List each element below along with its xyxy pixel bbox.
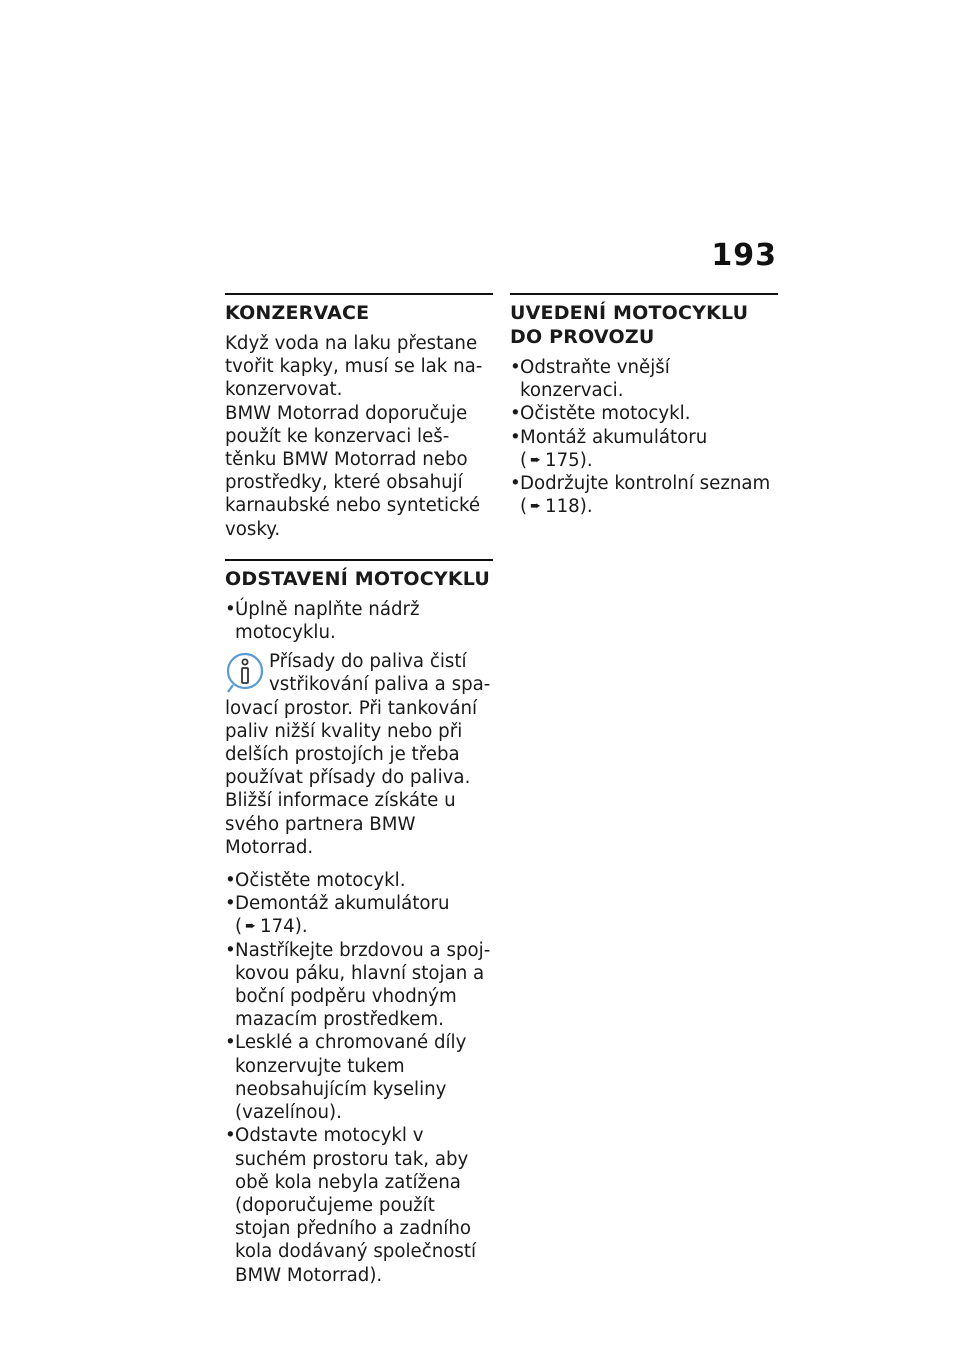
list-item-text: Montáž akumulátoru ( bbox=[520, 426, 708, 471]
odstaveni-list-2 bbox=[225, 869, 493, 1287]
list-item: • Nastříkejte brzdovou a spojkovou páku, hlavní stojan a boční podpěru vhodným mazacím prostředkem. bbox=[225, 939, 493, 1032]
list-item bbox=[510, 426, 778, 472]
list-item: • Dodržujte kontrolní seznam ( ➨ 118). bbox=[510, 472, 778, 518]
section-rule bbox=[225, 293, 493, 295]
page-reference[interactable]: 175). bbox=[545, 449, 593, 471]
uvedeni-list bbox=[510, 356, 778, 518]
section-rule bbox=[510, 293, 778, 295]
info-icon bbox=[225, 651, 265, 695]
list-item: • Lesklé a chromované díly konzervujte tukem neobsahujícím kyseliny (vazelínou). bbox=[225, 1031, 493, 1124]
heading-konzervace: KONZERVACE bbox=[225, 302, 370, 324]
reference-arrow-icon: ➨ bbox=[530, 452, 542, 468]
right-column bbox=[510, 293, 778, 532]
section-odstaveni bbox=[225, 559, 493, 1287]
section-rule bbox=[225, 559, 493, 561]
reference-arrow-icon: ➨ bbox=[245, 919, 257, 935]
list-item: • Očistěte motocykl. bbox=[225, 869, 493, 892]
heading-uvedeni: UVEDENÍ MOTOCYKLU DO PROVOZU bbox=[510, 302, 749, 348]
note-text: Přísady do paliva čistí vstřikování paliva a spalovací prostor. Při tankování paliv nižší kvality nebo při delších prostojích je třeba používat přísady do paliva. Bližší informace získáte u svého partnera BMW Motorrad. bbox=[225, 651, 491, 858]
page-reference[interactable]: 174). bbox=[260, 916, 308, 938]
list-item-text: Demontáž akumulátoru bbox=[235, 893, 450, 915]
odstaveni-list bbox=[225, 598, 493, 644]
heading-odstaveni: ODSTAVENÍ MOTOCYKLU bbox=[225, 567, 491, 590]
list-item: • Demontáž akumulátoru ( ➨ 174). bbox=[225, 892, 493, 938]
list-item-text: Dodržujte kontrolní seznam bbox=[520, 473, 771, 495]
section-uvedeni bbox=[510, 293, 778, 518]
page-reference[interactable]: 118). bbox=[545, 496, 593, 518]
list-item: • Úplně naplňte nádrž motocyklu. bbox=[225, 598, 493, 644]
info-note bbox=[225, 650, 493, 859]
section-konzervace bbox=[225, 293, 493, 541]
list-item: • Odstavte motocykl v suchém prostoru tak, aby obě kola nebyla zatížena (doporučujeme použít stojan předního a zadního kola dodávaný společností BMW Motorrad). bbox=[225, 1124, 493, 1286]
konzervace-paragraph-2: BMW Motorrad doporučuje použít ke konzervaci leštěnku BMW Motorrad nebo prostředky, které obsahují karnaubské nebo syntetické vosky. bbox=[225, 402, 481, 540]
list-item: • Očistěte motocykl. bbox=[510, 402, 778, 425]
reference-arrow-icon: ➨ bbox=[530, 499, 542, 515]
konzervace-paragraph-1: Když voda na laku přestane tvořit kapky, musí se lak nakonzervovat. bbox=[225, 333, 483, 401]
page-number: 193 bbox=[711, 238, 777, 273]
list-item: • Odstraňte vnější konzervaci. bbox=[510, 356, 778, 402]
left-column bbox=[225, 293, 493, 1301]
